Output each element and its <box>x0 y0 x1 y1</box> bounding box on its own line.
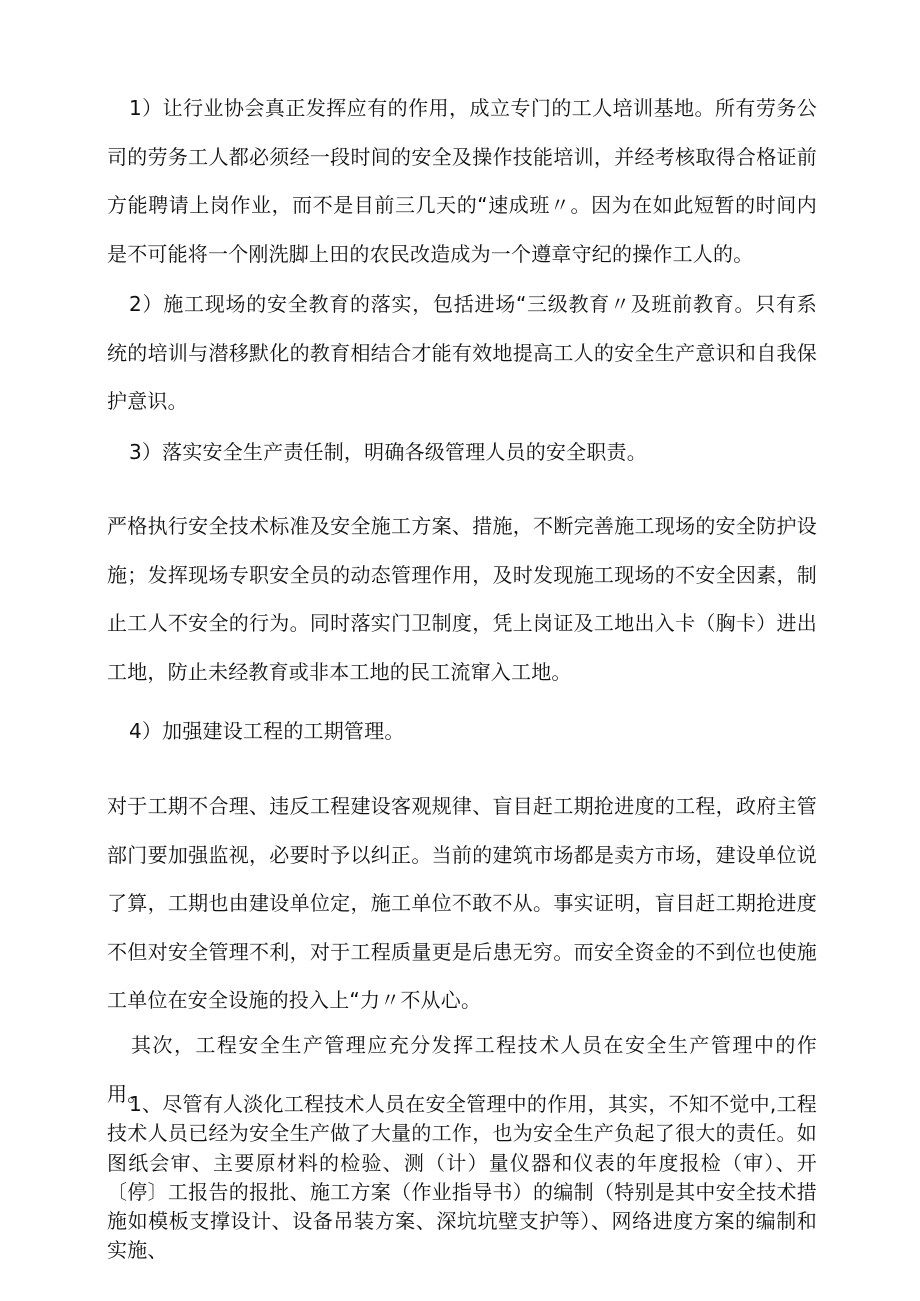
paragraph-site-safety-education: 2）施工现场的安全教育的落实，包括进场“三级教育〃及班前教育。只有系统的培训与潜移默化的教育相结合才能有效地提高工人的安全生产意识和自我保护意识。 <box>107 292 817 413</box>
paragraph-technical-staff-work: 1、尽管有人淡化工程技术人员在安全管理中的作用，其实，不知不觉中,工程技术人员已经为安全生产做了大量的工作，也为安全生产负起了很大的责任。如图纸会审、主要原材料的检验、测（计）量仪器和仪表的年度报检（审）、开〔停〕工报告的报批、施工方案（作业指导书）的编制（特别是其中安全技术措施如模板支撑设计、设备吊装方案、深坑坑壁支护等）、网络进度方案的编制和实施、 <box>107 1092 817 1263</box>
paragraph-safety-standards: 严格执行安全技术标准及安全施工方案、措施，不断完善施工现场的安全防护设施；发挥现场专职安全员的动态管理作用，及时发现施工现场的不安全因素，制止工人不安全的行为。同时落实门卫制度，凭上岗证及工地出入卡（胸卡）进出工地，防止未经教育或非本工地的民工流窜入工地。 <box>107 514 817 684</box>
paragraph-technical-staff-role: 其次，工程安全生产管理应充分发挥工程技术人员在安全生产管理中的作用。 <box>107 1033 817 1106</box>
paragraph-worker-training: 1）让行业协会真正发挥应有的作用，成立专门的工人培训基地。所有劳务公司的劳务工人都必须经一段时间的安全及操作技能培训，并经考核取得合格证前方能聘请上岗作业，而不是目前三几天的“速成班〃。因为在如此短暂的时间内是不可能将一个刚洗脚上田的农民改造成为一个遵章守纪的操作工人的。 <box>107 96 817 266</box>
paragraph-responsibility-system: 3）落实安全生产责任制，明确各级管理人员的安全职责。 <box>129 440 647 464</box>
paragraph-schedule-management-heading: 4）加强建设工程的工期管理。 <box>129 719 405 743</box>
paragraph-schedule-supervision: 对于工期不合理、违反工程建设客观规律、盲目赶工期抢进度的工程，政府主管部门要加强监视，必要时予以纠正。当前的建筑市场都是卖方市场，建设单位说了算，工期也由建设单位定，施工单位不敢不从。事实证明，盲目赶工期抢进度不但对安全管理不利，对于工程质量更是后患无穷。而安全资金的不到位也使施工单位在安全设施的投入上“力〃不从心。 <box>107 794 817 1012</box>
